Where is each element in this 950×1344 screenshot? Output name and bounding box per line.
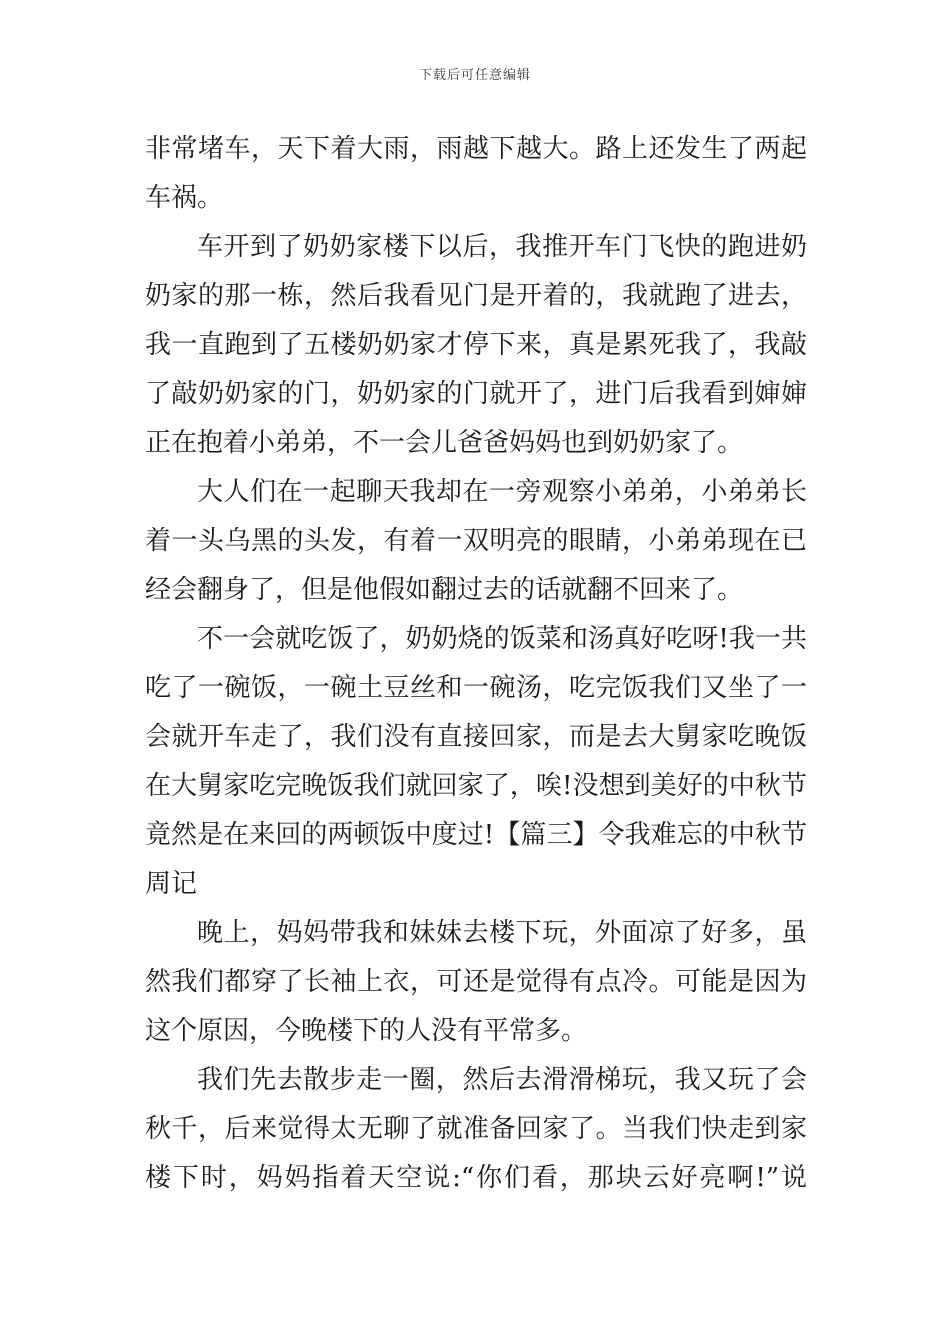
- page-header: 下载后可任意编辑: [418, 68, 531, 83]
- text-line: 着一头乌黑的头发，有着一双明亮的眼睛，小弟弟现在已: [145, 526, 807, 556]
- text-line: 吃了一碗饭，一碗土豆丝和一碗汤，吃完饭我们又坐了一: [145, 673, 807, 703]
- paragraph: [145, 909, 807, 1056]
- text-line: 然我们都穿了长袖上衣，可还是觉得有点冷。可能是因为: [145, 967, 807, 997]
- text-line: 这个原因，今晚楼下的人没有平常多。: [145, 1016, 588, 1046]
- text-line: 非常堵车，天下着大雨，雨越下越大。路上还发生了两起: [145, 134, 807, 164]
- text-line: 不一会就吃饭了，奶奶烧的饭菜和汤真好吃呀!我一共: [197, 624, 807, 654]
- paragraph: [145, 125, 807, 223]
- text-line: 会就开车走了，我们没有直接回家，而是去大舅家吃晚饭: [145, 722, 807, 752]
- text-line: 了敲奶奶家的门，奶奶家的门就开了，进门后我看到婶婶: [145, 379, 807, 409]
- text-line: 经会翻身了，但是他假如翻过去的话就翻不回来了。: [145, 575, 744, 605]
- paragraph: [145, 615, 807, 909]
- text-line: 竟然是在来回的两顿饭中度过!【篇三】令我难忘的中秋节: [145, 820, 807, 850]
- text-line: 我一直跑到了五楼奶奶家才停下来，真是累死我了，我敲: [145, 330, 807, 360]
- paragraph: [145, 1056, 807, 1203]
- text-line: 车开到了奶奶家楼下以后，我推开车门飞快的跑进奶: [197, 232, 807, 262]
- document-body: [145, 125, 807, 1203]
- paragraph: [145, 468, 807, 615]
- text-line: 大人们在一起聊天我却在一旁观察小弟弟，小弟弟长: [197, 477, 807, 507]
- text-line: 晚上，妈妈带我和妹妹去楼下玩，外面凉了好多，虽: [197, 918, 807, 948]
- paragraph: [145, 223, 807, 468]
- text-line: 在大舅家吃完晚饭我们就回家了，唉!没想到美好的中秋节: [145, 771, 807, 801]
- text-line: 秋千，后来觉得太无聊了就准备回家了。当我们快走到家: [145, 1114, 807, 1144]
- text-line: 正在抱着小弟弟，不一会儿爸爸妈妈也到奶奶家了。: [145, 428, 744, 458]
- text-line: 周记: [145, 869, 198, 899]
- text-line: 车祸。: [145, 183, 224, 213]
- text-line: 我们先去散步走一圈，然后去滑滑梯玩，我又玩了会: [197, 1065, 807, 1095]
- text-line: 楼下时，妈妈指着天空说:“你们看，那块云好亮啊!”说: [145, 1163, 807, 1193]
- text-line: 奶家的那一栋，然后我看见门是开着的，我就跑了进去，: [145, 281, 807, 311]
